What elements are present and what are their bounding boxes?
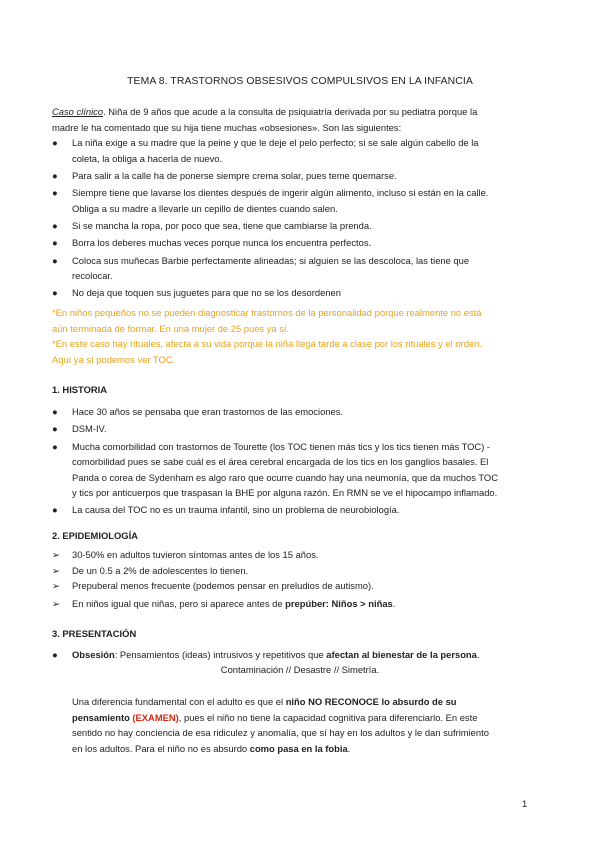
epidemiologia-bold: prepúber: Niños > niñas	[285, 598, 393, 609]
bullet-icon: ●	[52, 504, 58, 516]
bullet-icon: ●	[52, 219, 58, 231]
list-item-line: Coloca sus muñecas Barbie perfectamente alineadas; si alguien se las descoloca, las tiene que	[72, 254, 470, 266]
exam-highlight: (EXAMEN)	[129, 711, 179, 723]
bullet-icon: ●	[52, 237, 58, 249]
case-intro	[52, 104, 548, 135]
list-item-line: Hace 30 años se pensaba que eran trastornos de las emociones.	[72, 406, 344, 417]
case-intro-line1: . Niña de 9 años que acude a la consulta de psiquiatría derivada por su pediatra porque la	[103, 106, 478, 117]
bullet-icon: ●	[52, 406, 58, 417]
document-page: TEMA 8. TRASTORNOS OBSESIVOS COMPULSIVOS EN LA INFANCIA Caso clínico. Niña de 9 años que acude a la consulta de psiquiatría derivada por su pediatra porque la madre le ha comentado que su hija tiene muchas «obsesiones». Son las siguientes: ● La niña exige a su madre que la peine y que le deje el pelo perfecto; si se sale algún cabello de la coleta, la obliga a hacerla de nuevo. ● Para salir a la calle ha de ponerse siempre crema solar, pues teme quemarse. ● Siempre tiene que lavarse los dientes después de ingerir algún alimento, incluso si están en la calle. Obliga a su madre a llevarle un cepillo de dientes cuando salen. ● Si se mancha la ropa, por poco que sea, tiene que cambiarse la prenda. ● Borra los deberes muchas veces porque nunca los encuentra perfectos. ● Coloca sus muñecas Barbie perfectamente alineadas; si alguien se las descoloca, las tiene que recolocar. ● No deja que toquen sus juguetes para que no se los desordenen *En niños pequeños no se pueden diagnosticar trastornos de la personalidad porque realmente no está aún terminada de formar. En una mujer de 25 pues ya sí. *En este caso hay rituales, afecta a su vida porque la niña llega tarde a clase por los rituales y el orden. Aquí ya sí podemos ver TOC. 1. HISTORIA ● Hace 30 años se pensaba que eran trastornos de las emociones. ● DSM-IV. ● Mucha comorbilidad con trastornos de Tourette (los TOC tienen más tics y los tics tienen más TOC) - comorbilidad pues se sabe cuál es el área cerebral encargada de los tics en los ganglios basales. El Panda o corea de Sydenham es algo raro que ocurre cuando hay una neumonía, que da muchos TOC y tics por anticuerpos que traspasan la BHE por alguna razón. En RMN se ve el hipocampo inflamado. ● La causa del TOC no es un trauma infantil, sino un problema de neurobiología. 2. EPIDEMIOLOGÍA ➢ 30-50% en adultos tuvieron síntomas antes de los 15 años. ➢ De un 0.5 a 2% de adolescentes lo tienen. ➢ Prepuberal menos frecuente (podemos pensar en preludios de autismo). ➢ En niños igual que niñas, pero si aparece antes de prepúber: Niños > niñas. 3. PRESENTACIÓN ● Obsesión: Pensamientos (ideas) intrusivos y repetitivos que afectan al bienestar de la persona. Contaminación // Desastre // Simetría. Una diferencia fundamental con el adulto es que el niño NO RECONOCE lo absurdo de su pensamiento (EXAMEN), pues el niño no tiene la capacidad cognitiva para diferenciarlo. En este sentido no hay conciencia de esa ridiculez y anomalía, que sí hay en los adultos y le dan sufrimiento en los adultos. Para el niño no es absurdo como pasa en la fobia. 1	[0, 0, 600, 848]
bullet-icon: ●	[52, 440, 58, 452]
bullet-icon: ●	[52, 423, 58, 435]
list-item-line: coleta, la obliga a hacerla de nuevo.	[72, 152, 223, 164]
list-item-line: No deja que toquen sus juguetes para que no se los desordenen	[72, 287, 341, 299]
arrow-icon: ➢	[52, 564, 60, 576]
bullet-icon: ●	[52, 187, 58, 199]
arrow-icon: ➢	[52, 598, 60, 609]
list-item-line: La niña exige a su madre que la peine y que le deje el pelo perfecto; si se sale algún cabello de la	[72, 137, 479, 148]
list-item-line: y tics por anticuerpos que traspasan la BHE por alguna razón. En RMN se ve el hipocampo inflamado.	[72, 487, 498, 499]
list-item-line: Mucha comorbilidad con trastornos de Tourette (los TOC tienen más tics y los tics tienen más TOC) -	[72, 440, 491, 452]
section-heading-historia: 1. HISTORIA	[52, 384, 108, 395]
document-title: TEMA 8. TRASTORNOS OBSESIVOS COMPULSIVOS EN LA INFANCIA	[127, 76, 473, 87]
bullet-icon: ●	[52, 169, 58, 181]
note-2-line2: Aquí ya sí podemos ver TOC.	[52, 353, 176, 365]
case-intro-line2: madre le ha comentado que su hija tiene muchas «obsesiones». Son las siguientes:	[52, 121, 402, 133]
case-label: Caso clínico	[52, 106, 104, 117]
note-1-line2: aún terminada de formar. En una mujer de 25 pues ya sí.	[52, 322, 290, 334]
list-item-line: 30-50% en adultos tuvieron síntomas antes de los 15 años.	[72, 549, 319, 560]
list-item-line: De un 0.5 a 2% de adolescentes lo tienen.	[72, 564, 249, 576]
bullet-icon: ●	[52, 649, 58, 660]
section-heading-presentacion: 3. PRESENTACIÓN	[52, 628, 137, 639]
list-item-line: Prepuberal menos frecuente (podemos pensar en preludios de autismo).	[72, 580, 374, 591]
list-item-line: Si se mancha la ropa, por poco que sea, tiene que cambiarse la prenda.	[72, 219, 372, 231]
presentacion-paragraph-cont: sentido no hay conciencia de esa ridiculez y anomalía, que sí hay en los adultos y le dan sufrimiento en los adultos. Para el niño no es absurdo como pasa en la fobia.	[72, 727, 489, 754]
list-item-line: Para salir a la calle ha de ponerse siempre crema solar, pues teme quemarse.	[72, 169, 397, 181]
note-1-line1: *En niños pequeños no se pueden diagnosticar trastornos de la personalidad porque realmente no está	[52, 307, 482, 318]
obsesion-types: Contaminación // Desastre // Simetría.	[220, 664, 380, 675]
note-2	[52, 336, 548, 367]
page-number: 1	[522, 798, 528, 809]
list-item-line: La causa del TOC no es un trauma infantil, sino un problema de neurobiología.	[72, 504, 400, 516]
note-1	[52, 305, 548, 336]
note-2-line1: *En este caso hay rituales, afecta a su vida porque la niña llega tarde a clase por los rituales y el orden.	[52, 338, 482, 349]
list-item-line: Borra los deberes muchas veces porque nunca los encuentra perfectos.	[72, 237, 372, 249]
bullet-icon: ●	[52, 254, 58, 266]
bullet-icon: ●	[52, 287, 58, 299]
list-item-line: comorbilidad pues se sabe cuál es el área cerebral encargada de los tics en los ganglios basales. El	[72, 456, 489, 468]
list-item-line: Siempre tiene que lavarse los dientes después de ingerir algún alimento, incluso si están en la calle.	[72, 187, 489, 199]
list-item-line: recolocar.	[72, 270, 113, 281]
presentacion-paragraph: Una diferencia fundamental con el adulto es que el niño NO RECONOCE lo absurdo de su pensamiento (EXAMEN), pues el niño no tiene la capacidad cognitiva para diferenciarlo. En este	[72, 696, 478, 723]
bullet-icon: ●	[52, 137, 58, 148]
section-heading-epidemiologia: 2. EPIDEMIOLOGÍA	[52, 530, 138, 541]
list-item-line: Panda o corea de Sydenham es algo raro que ocurre cuando hay una neumonía, que da muchos TOC	[72, 471, 498, 483]
list-item-line: DSM-IV.	[72, 423, 107, 435]
arrow-icon: ➢	[52, 549, 60, 560]
arrow-icon: ➢	[52, 580, 60, 591]
list-item-line: Obliga a su madre a llevarle un cepillo de dientes cuando salen.	[72, 202, 338, 214]
